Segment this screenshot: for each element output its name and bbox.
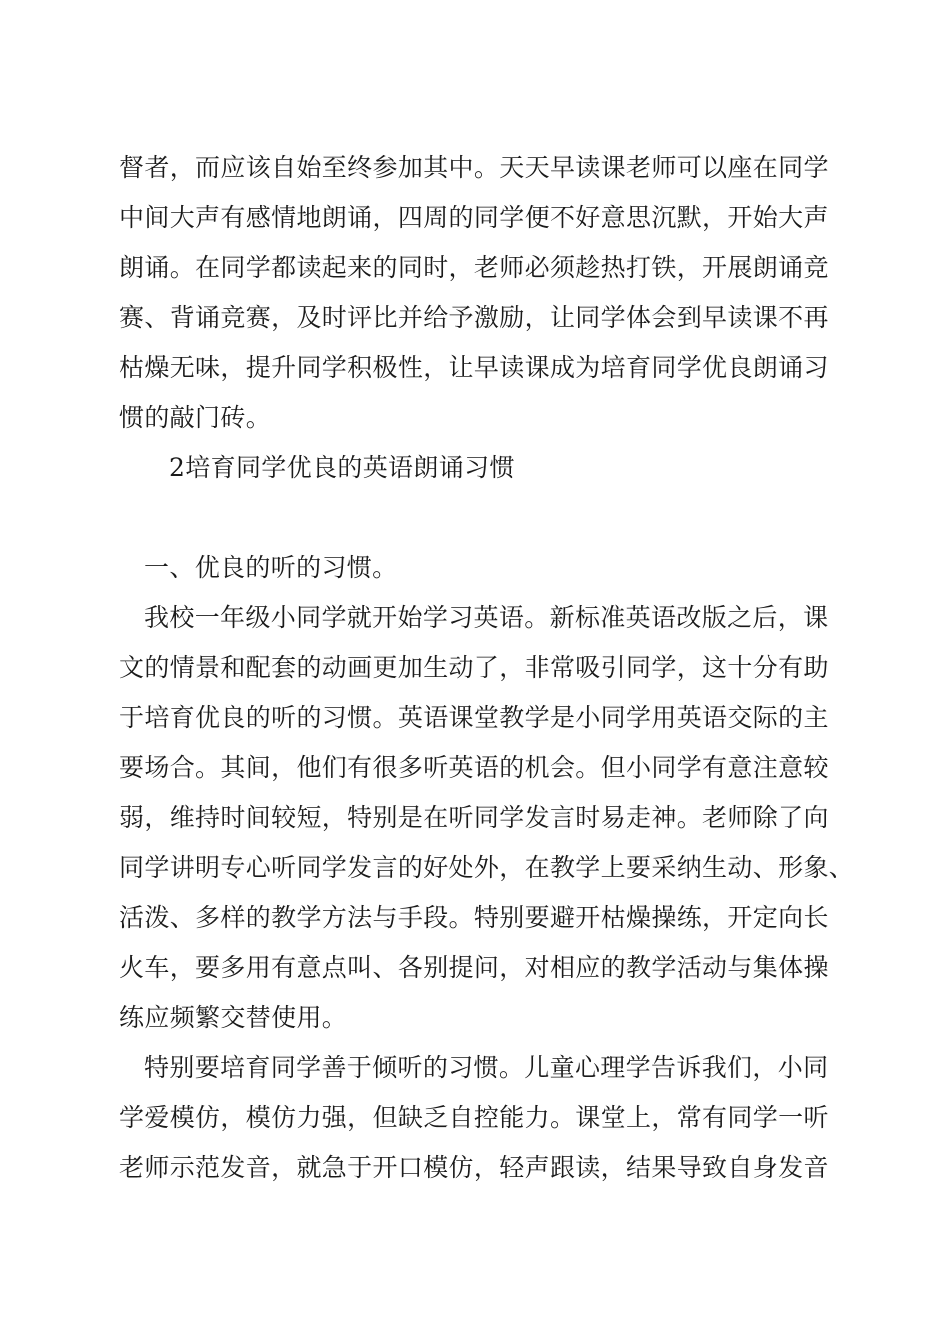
subheading: 一、优良的听的习惯。 [144, 553, 398, 582]
paragraph-line: 活泼、多样的教学方法与手段。特别要避开枯燥操练，开定向长 [119, 903, 829, 932]
paragraph-line: 练应频繁交替使用。 [119, 1003, 348, 1032]
paragraph-line: 弱，维持时间较短，特别是在听同学发言时易走神。老师除了向 [119, 803, 829, 832]
paragraph-line: 我校一年级小同学就开始学习英语。新标准英语改版之后，课 [144, 603, 829, 632]
paragraph-line: 学爱模仿，模仿力强，但缺乏自控能力。课堂上，常有同学一听 [119, 1103, 829, 1132]
section-heading: 2培育同学优良的英语朗诵习惯 [169, 453, 515, 482]
paragraph-line: 于培育优良的听的习惯。英语课堂教学是小同学用英语交际的主 [119, 703, 829, 732]
paragraph-line: 老师示范发音，就急于开口模仿，轻声跟读，结果导致自身发音 [119, 1153, 829, 1182]
paragraph-line: 中间大声有感情地朗诵，四周的同学便不好意思沉默，开始大声 [119, 203, 829, 232]
paragraph-line: 枯燥无味，提升同学积极性，让早读课成为培育同学优良朗诵习 [119, 353, 829, 382]
paragraph-line: 特别要培育同学善于倾听的习惯。儿童心理学告诉我们，小同 [144, 1053, 829, 1082]
paragraph-line: 火车，要多用有意点叫、各别提问，对相应的教学活动与集体操 [119, 953, 829, 982]
paragraph-line: 要场合。其间，他们有很多听英语的机会。但小同学有意注意较 [119, 753, 829, 782]
paragraph-line: 督者，而应该自始至终参加其中。天天早读课老师可以座在同学 [119, 153, 829, 182]
paragraph-line: 文的情景和配套的动画更加生动了，非常吸引同学，这十分有助 [119, 653, 829, 682]
paragraph-line: 同学讲明专心听同学发言的好处外，在教学上要采纳生动、形象、 [119, 853, 855, 882]
paragraph-line: 惯的敲门砖。 [119, 403, 272, 432]
paragraph-line: 朗诵。在同学都读起来的同时，老师必须趁热打铁，开展朗诵竞 [119, 253, 829, 282]
paragraph-line: 赛、背诵竞赛，及时评比并给予激励，让同学体会到早读课不再 [119, 303, 829, 332]
